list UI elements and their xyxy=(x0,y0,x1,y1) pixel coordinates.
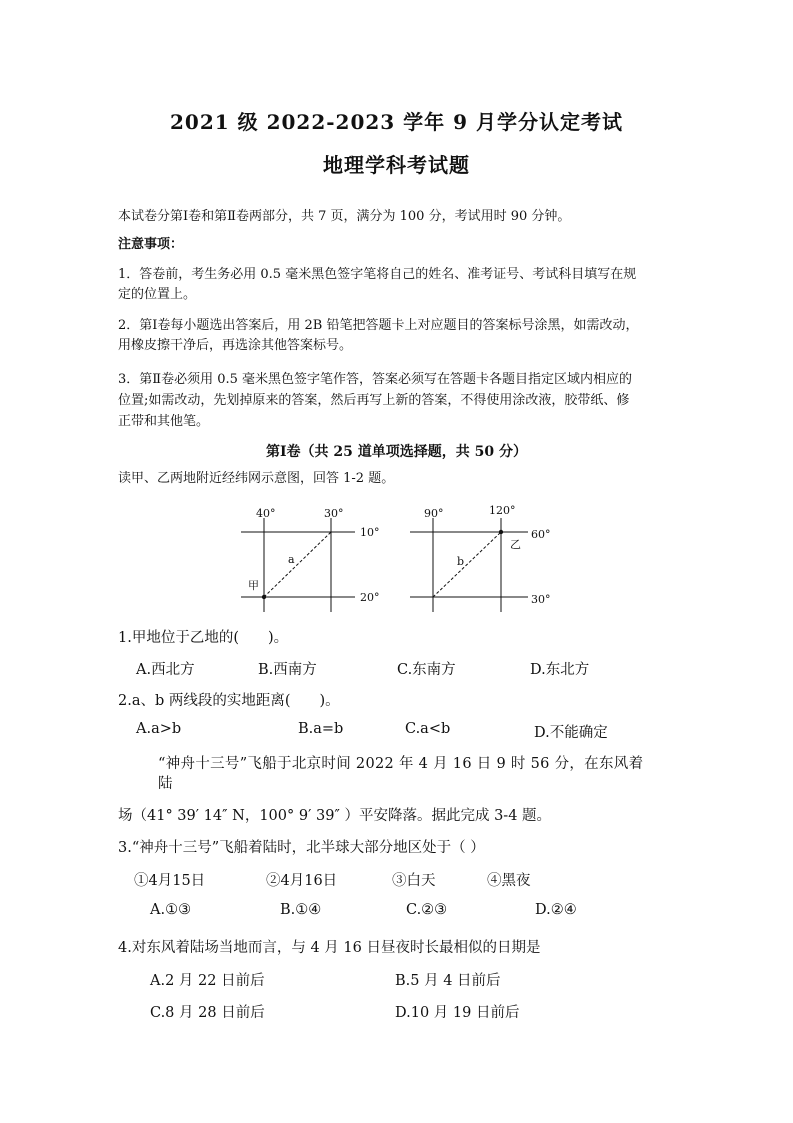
note-3-line1: 3．第Ⅱ卷必须用 0.5 毫米黑色签字笔作答，答案必须写在答题卡各题目指定区域内相应的 xyxy=(118,372,633,387)
point-yi xyxy=(499,530,503,534)
q3-statement-4: ④黑夜 xyxy=(487,873,531,889)
figure-intro: 读甲、乙两地附近经纬网示意图，回答 1-2 题。 xyxy=(118,471,395,486)
graticule-left xyxy=(241,507,380,612)
q3-statement-2: ②4月16日 xyxy=(266,873,338,889)
q4-option-a: A.2 月 22 日前后 xyxy=(150,973,265,989)
label-a: a xyxy=(288,553,295,566)
q1-option-b: B.西南方 xyxy=(258,662,317,678)
q4-option-b: B.5 月 4 日前后 xyxy=(395,973,501,989)
notes-heading: 注意事项： xyxy=(118,237,184,252)
q3-option-a: A.①③ xyxy=(150,902,192,918)
q3-option-d: D.②④ xyxy=(535,902,577,918)
label-lon-120: 120° xyxy=(489,504,516,517)
label-lon-30: 30° xyxy=(324,507,344,520)
segment-b xyxy=(433,532,501,597)
note-1-line1: 1．答卷前，考生务必用 0.5 毫米黑色签字笔将自己的姓名、准考证号、考试科目填写在规 xyxy=(118,267,637,282)
passage-line2: 陆 xyxy=(158,776,173,792)
point-jia xyxy=(262,595,266,599)
q4-option-d: D.10 月 19 日前后 xyxy=(395,1005,520,1021)
q2-option-b: B.a=b xyxy=(298,721,344,737)
segment-a xyxy=(264,532,331,597)
q3-option-b: B.①④ xyxy=(280,902,322,918)
note-3-line3: 正带和其他笔。 xyxy=(118,414,210,429)
label-jia: 甲 xyxy=(248,579,259,592)
label-yi: 乙 xyxy=(510,538,521,551)
q2-option-c: C.a<b xyxy=(405,721,451,737)
label-lon-90: 90° xyxy=(424,507,444,520)
passage-line3: 场（41° 39′ 14″ N，100° 9′ 39″ ）平安降落。据此完成 3-4 题。 xyxy=(118,808,552,824)
q4-option-c: C.8 月 28 日前后 xyxy=(150,1005,265,1021)
note-3-line2: 位置;如需改动，先划掉原来的答案，然后再写上新的答案，不得使用涂改液，胶带纸、修 xyxy=(118,393,630,408)
label-b: b xyxy=(457,555,465,568)
q1-option-c: C.东南方 xyxy=(397,662,456,678)
label-lat-10: 10° xyxy=(360,526,380,539)
q3-statement-1: ①4月15日 xyxy=(134,873,206,889)
note-2-line2: 用橡皮擦干净后，再选涂其他答案标号。 xyxy=(118,338,353,353)
q3-stem: 3.“神舟十三号”飞船着陆时，北半球大部分地区处于（ ） xyxy=(118,840,485,856)
exam-title: 2021 级 2022-2023 学年 9 月学分认定考试 xyxy=(169,110,624,134)
intro-text: 本试卷分第Ⅰ卷和第Ⅱ卷两部分，共 7 页，满分为 100 分，考试用时 90 分钟。 xyxy=(118,209,571,224)
q3-option-c: C.②③ xyxy=(406,902,448,918)
exam-subtitle: 地理学科考试题 xyxy=(323,153,470,177)
label-lat-60: 60° xyxy=(531,528,551,541)
q1-option-a: A.西北方 xyxy=(136,662,195,678)
q4-stem: 4.对东风着陆场当地而言，与 4 月 16 日昼夜时长最相似的日期是 xyxy=(118,940,541,956)
note-2-line1: 2．第Ⅰ卷每小题选出答案后，用 2B 铅笔把答题卡上对应题目的答案标号涂黑，如需改动， xyxy=(118,318,639,333)
note-1-line2: 定的位置上。 xyxy=(118,287,197,302)
graticule-right xyxy=(410,504,551,612)
q2-option-d: D.不能确定 xyxy=(534,725,608,741)
q3-statement-3: ③白天 xyxy=(392,873,436,889)
label-lat-20: 20° xyxy=(360,591,380,604)
q2-option-a: A.a>b xyxy=(136,721,182,737)
passage-line1: “神舟十三号”飞船于北京时间 2022 年 4 月 16 日 9 时 56 分，在东风着 xyxy=(158,756,644,772)
q2-stem: 2.a、b 两线段的实地距离( )。 xyxy=(118,693,340,709)
q1-option-d: D.东北方 xyxy=(530,662,590,678)
graticule-figure xyxy=(230,500,570,618)
section-1-heading: 第Ⅰ卷（共 25 道单项选择题，共 50 分） xyxy=(265,444,527,460)
label-lat-30: 30° xyxy=(531,593,551,606)
q1-stem: 1.甲地位于乙地的( )。 xyxy=(118,630,289,646)
label-lon-40: 40° xyxy=(256,507,276,520)
